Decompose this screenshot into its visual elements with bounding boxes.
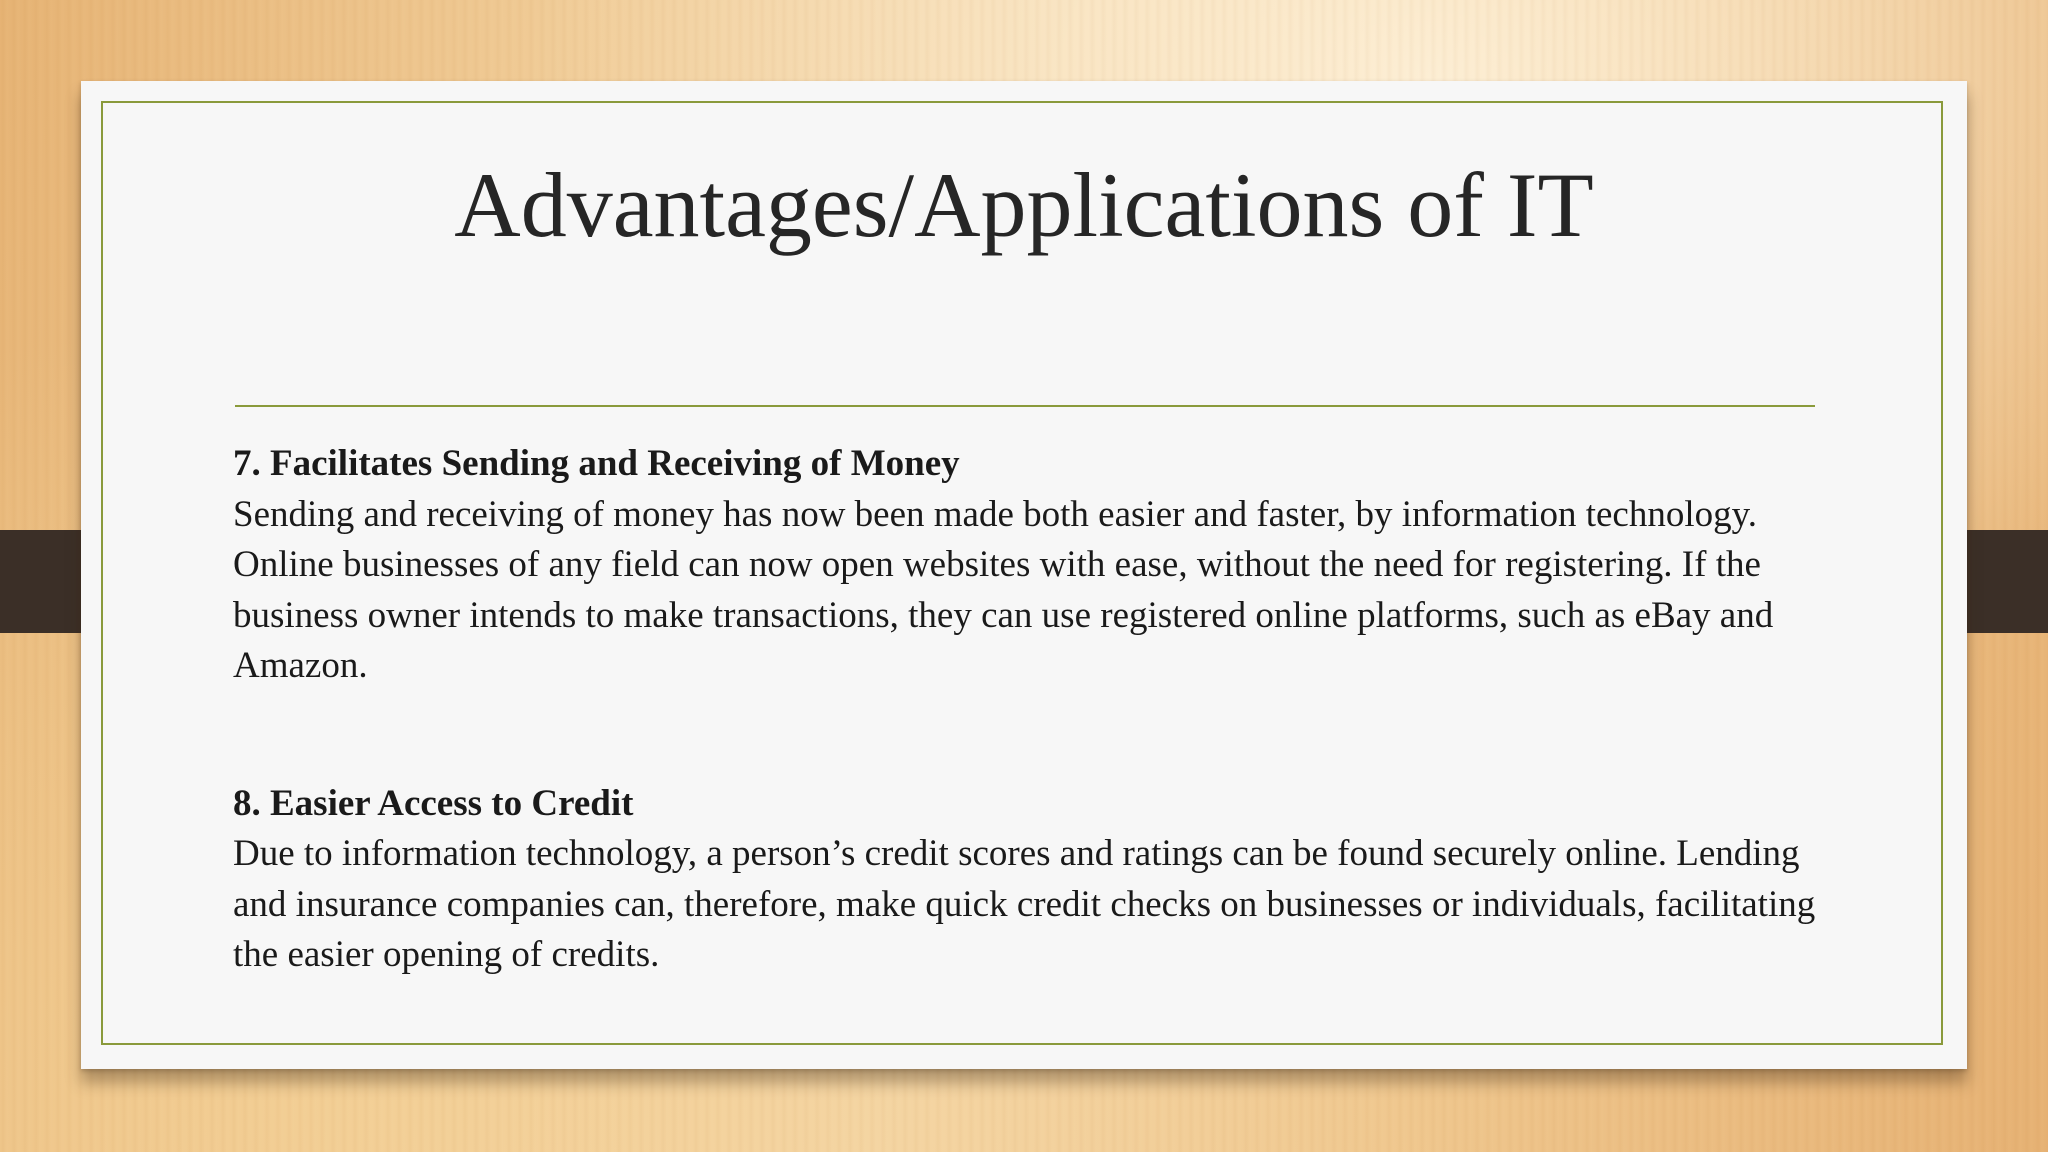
section-heading: 7. Facilitates Sending and Receiving of Money [233, 443, 960, 484]
slide-title: Advantages/Applications of IT [454, 154, 1594, 256]
section-credit-access [233, 779, 1823, 981]
section-money-transfer [233, 439, 1823, 692]
slide-content [233, 439, 1823, 981]
section-heading: 8. Easier Access to Credit [233, 782, 634, 824]
section-body: Due to information technology, a person’s credit scores and ratings can be found securely online. Lending and insurance companies can, therefore, make quick credit checks on businesses or individuals, facilitating the easier opening of credits. [233, 833, 1816, 975]
section-body: Sending and receiving of money has now been made both easier and faster, by information technology. Online businesses of any field can now open websites with ease, without the need for registering. If the business owner intends to make transactions, they can use registered online platforms, such as eBay and Amazon. [233, 493, 1774, 686]
title-divider [235, 405, 1815, 407]
